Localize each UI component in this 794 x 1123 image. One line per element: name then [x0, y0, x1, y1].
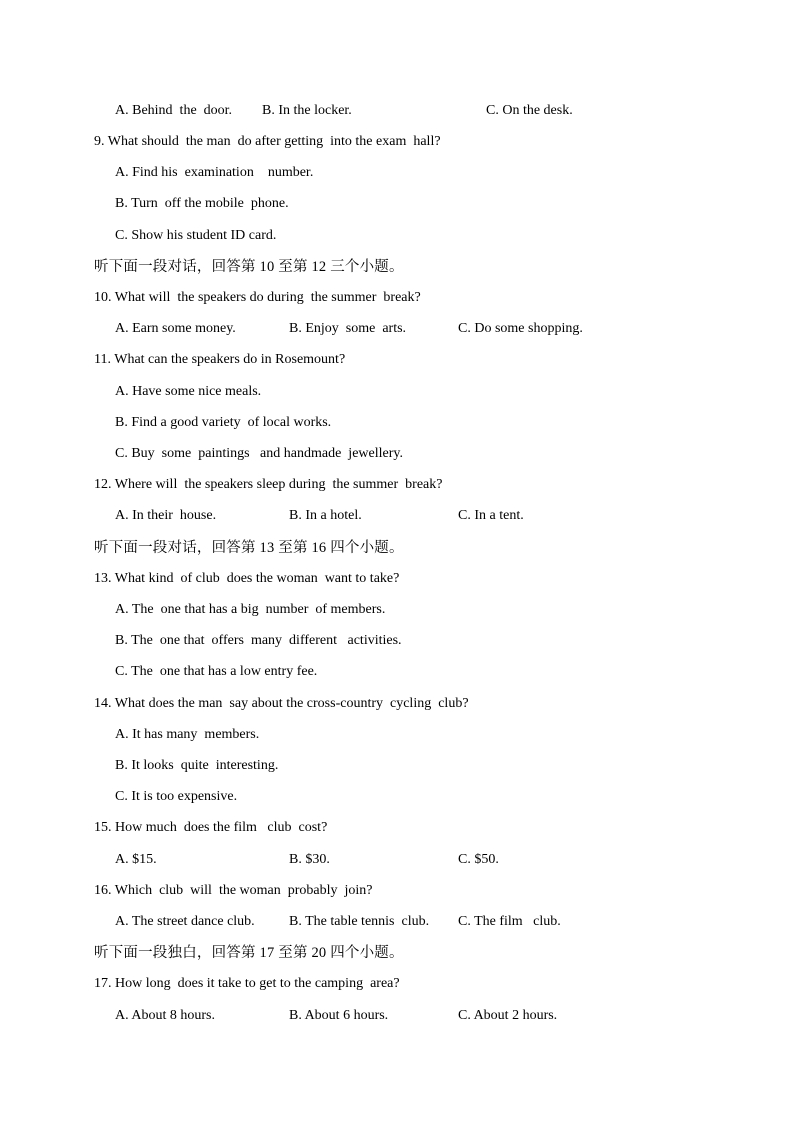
q8-option-c: C. On the desk.: [486, 103, 573, 118]
q15-option-c: C. $50.: [458, 852, 499, 867]
q8-option-b: B. In the locker.: [262, 103, 352, 118]
q11-stem: 11. What can the speakers do in Rosemount?: [94, 352, 346, 367]
q12-option-c: C. In a tent.: [458, 508, 524, 523]
q8-options: [115, 100, 573, 122]
q15-option-b: B. $30.: [289, 852, 330, 867]
q16-option-c: C. The film club.: [458, 914, 561, 929]
q16-stem: 16. Which club will the woman probably join?: [94, 883, 373, 898]
q11-option-c: C. Buy some paintings and handmade jewellery.: [115, 446, 403, 461]
q13-stem: 13. What kind of club does the woman want to take?: [94, 571, 400, 586]
section-heading-2: 听下面一段对话，回答第 13 至第 16 四个小题。: [94, 540, 404, 556]
q13-option-b: B. The one that offers many different activities.: [115, 633, 402, 648]
q10-options: [115, 318, 583, 340]
q10-stem: 10. What will the speakers do during the summer break?: [94, 290, 421, 305]
q9-option-a: A. Find his examination number.: [115, 165, 314, 180]
q14-stem: 14. What does the man say about the cross-country cycling club?: [94, 696, 469, 711]
q9-option-c: C. Show his student ID card.: [115, 228, 277, 243]
q10-option-b: B. Enjoy some arts.: [289, 321, 407, 336]
q17-option-a: A. About 8 hours.: [115, 1008, 215, 1023]
q15-options: [115, 849, 499, 871]
q17-options: [115, 1005, 558, 1027]
q8-option-a: A. Behind the door.: [115, 103, 233, 118]
q14-option-b: B. It looks quite interesting.: [115, 758, 279, 773]
q13-option-a: A. The one that has a big number of members.: [115, 602, 386, 617]
q17-option-c: C. About 2 hours.: [458, 1008, 558, 1023]
q13-option-c: C. The one that has a low entry fee.: [115, 664, 318, 679]
q15-option-a: A. $15.: [115, 852, 157, 867]
q15-stem: 15. How much does the film club cost?: [94, 820, 328, 835]
q12-options: [115, 505, 524, 527]
q14-option-a: A. It has many members.: [115, 727, 260, 742]
q16-option-b: B. The table tennis club.: [289, 914, 430, 929]
q14-option-c: C. It is too expensive.: [115, 789, 238, 804]
section-heading-3: 听下面一段独白，回答第 17 至第 20 四个小题。: [94, 945, 404, 961]
q12-option-a: A. In their house.: [115, 508, 217, 523]
q16-option-a: A. The street dance club.: [115, 914, 255, 929]
q12-stem: 12. Where will the speakers sleep during the summer break?: [94, 477, 443, 492]
section-heading-1: 听下面一段对话，回答第 10 至第 12 三个小题。: [94, 259, 404, 275]
q11-option-b: B. Find a good variety of local works.: [115, 415, 332, 430]
q12-option-b: B. In a hotel.: [289, 508, 362, 523]
q11-option-a: A. Have some nice meals.: [115, 384, 262, 399]
q9-option-b: B. Turn off the mobile phone.: [115, 196, 289, 211]
q10-option-c: C. Do some shopping.: [458, 321, 583, 336]
q10-option-a: A. Earn some money.: [115, 321, 236, 336]
q9-stem: 9. What should the man do after getting into the exam hall?: [94, 134, 441, 149]
q17-stem: 17. How long does it take to get to the camping area?: [94, 976, 400, 991]
q17-option-b: B. About 6 hours.: [289, 1008, 389, 1023]
q16-options: [115, 911, 561, 933]
